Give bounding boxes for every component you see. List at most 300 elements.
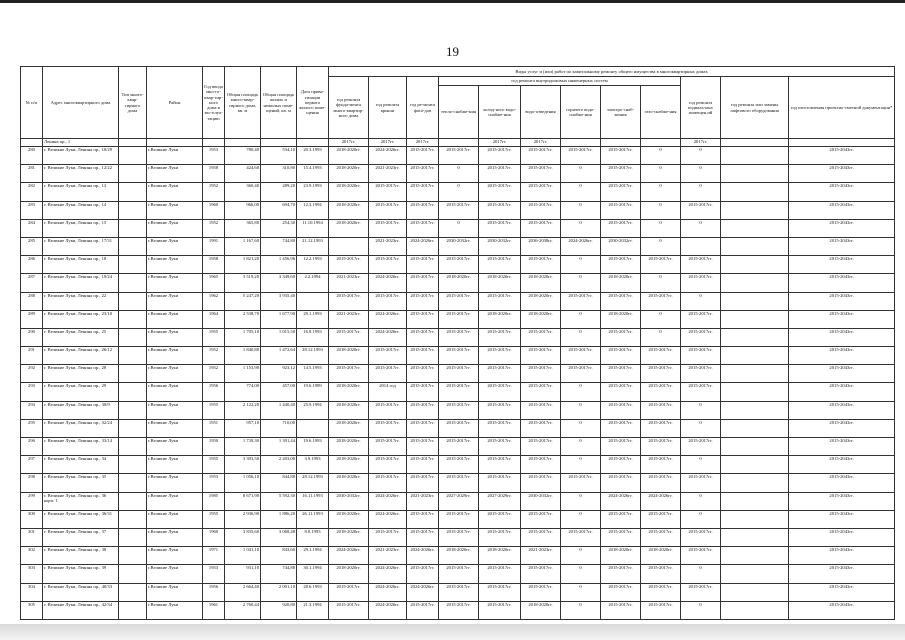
cell-cold-water: 2015-2017гг. <box>479 510 521 528</box>
cell-basement: 2015-2017гг. <box>681 547 721 565</box>
cell-privatization-date: 28.12.1993 <box>297 474 329 492</box>
cell-gas: 2015-2017гг. <box>641 583 681 601</box>
cell-privatization-date: 14.5.1993 <box>297 365 329 383</box>
cell-drainage: 2015-2017гг. <box>521 583 561 601</box>
cell-address: г. Великие Луки, Ленина пр., 40/33 <box>43 583 119 601</box>
header-year: Год ввода мно-го-квар-тир-ного дома в экс-плуа-тацию <box>203 67 225 139</box>
cell-district: г.Великие Луки <box>147 347 203 365</box>
cell-basement: 0 <box>681 565 721 583</box>
cell-drainage: 2015-2017гг. <box>521 401 561 419</box>
cell-design-docs: 2015-2043гг. <box>789 165 895 183</box>
cell-facade: 2024-2026гг. <box>407 547 439 565</box>
cell-drainage: 2018-2020гг. <box>521 292 561 310</box>
cell-drainage: 2015-2017гг. <box>521 328 561 346</box>
cell-basement: 2015-2017гг. <box>681 528 721 546</box>
cell-heating: 0 <box>439 165 479 183</box>
cell-electricity: 2015-2017гг. <box>601 256 641 274</box>
cell-facade: 2015-2017гг. <box>407 365 439 383</box>
cell-address: г. Великие Луки, Ленина пр., 34 <box>43 456 119 474</box>
cell-heating: 2015-2017гг. <box>439 510 479 528</box>
table-row <box>21 219 895 237</box>
cell-design-docs: 2015-2043гг. <box>789 601 895 619</box>
cell-foundation: 2018-2020гг. <box>329 474 369 492</box>
cell-basement: 0 <box>681 456 721 474</box>
cell-electricity: 2024-2026гг. <box>601 492 641 510</box>
cell-address: г. Великие Луки, Ленина пр., 23/10 <box>43 310 119 328</box>
cell-heating: 2015-2017гг. <box>439 310 479 328</box>
cell-year: 1991 <box>203 237 225 255</box>
cell-district: г.Великие Луки <box>147 256 203 274</box>
cell-year: 1950 <box>203 438 225 456</box>
cell-lift <box>721 347 789 365</box>
cell-district: г.Великие Луки <box>147 528 203 546</box>
cell-hot-water: 0 <box>561 183 601 201</box>
cell-cold-water: 2018-2020гг. <box>479 310 521 328</box>
cell-residential-area: 1 677,90 <box>261 310 297 328</box>
header-district: Район <box>147 67 203 139</box>
cell-foundation: 2018-2020гг. <box>329 219 369 237</box>
cell-district: г.Великие Луки <box>147 292 203 310</box>
cell-drainage: 2015-2017гг. <box>521 456 561 474</box>
cell-address: г. Великие Луки, Ленина пр., 15 <box>43 219 119 237</box>
cell-hot-water: 0 <box>561 310 601 328</box>
cell-design-docs: 2015-2043гг. <box>789 383 895 401</box>
cell-electricity: 2015-2017гг. <box>601 510 641 528</box>
cell-address: г. Великие Луки, Ленина пр., 18 <box>43 256 119 274</box>
cell-heating: 0 <box>439 219 479 237</box>
cell-cold-water: 2015-2017гг. <box>479 219 521 237</box>
cell-cold-water: 2015-2017гг. <box>479 474 521 492</box>
cell-hot-water: 2015-2017гг. <box>561 292 601 310</box>
cell-foundation: 2018-2020гг. <box>329 419 369 437</box>
cell-cold-water: 2015-2017гг. <box>479 347 521 365</box>
cell-foundation: 2018-2020гг. <box>329 347 369 365</box>
cell-hot-water: 0 <box>561 510 601 528</box>
header-drainage: водо-отведения <box>521 86 561 139</box>
cell-cold-water: 2018-2020гг. <box>479 274 521 292</box>
cell-residential-area: 310,80 <box>261 165 297 183</box>
cell-lift <box>721 165 789 183</box>
table-row <box>21 237 895 255</box>
cell-address: г. Великие Луки, Ленина пр., 25 <box>43 328 119 346</box>
cell-residential-area: 534,10 <box>261 147 297 165</box>
cell-num: 281 <box>21 165 43 183</box>
cell-residential-area: 920,80 <box>261 601 297 619</box>
cell-type <box>119 547 147 565</box>
cell-total-area: 1 705,10 <box>225 328 261 346</box>
cell-gas: 2015-2017гг. <box>641 347 681 365</box>
table-row <box>21 347 895 365</box>
table-row <box>21 165 895 183</box>
cell-design-docs: 2015-2043гг. <box>789 528 895 546</box>
table-row <box>21 383 895 401</box>
cell-drainage: 2030-2032гг. <box>521 492 561 510</box>
cell-address: г. Великие Луки, Ленина пр., 28 <box>43 365 119 383</box>
cell-heating: 2015-2017гг. <box>439 565 479 583</box>
header-roof: год ремонта крыши <box>369 77 407 139</box>
cell-facade: 2024-2026гг. <box>407 237 439 255</box>
cell-privatization-date: 28.12.1993 <box>297 347 329 365</box>
cell-gas: 2015-2017гг. <box>641 510 681 528</box>
cell-cold-water: 2015-2017гг. <box>479 601 521 619</box>
cell-electricity: 2015-2017гг. <box>601 528 641 546</box>
cell-residential-area: 843,60 <box>261 547 297 565</box>
cell-district: г.Великие Луки <box>147 310 203 328</box>
cell-num: 291 <box>21 347 43 365</box>
cell-type <box>119 328 147 346</box>
cell-cold-water: 2018-2020гг. <box>479 547 521 565</box>
cell-hot-water: 2015-2017гг. <box>561 347 601 365</box>
cell-heating: 2015-2017гг. <box>439 328 479 346</box>
cell-gas: 0 <box>641 201 681 219</box>
cell-hot-water: 0 <box>561 383 601 401</box>
cell-num: 287 <box>21 274 43 292</box>
cell-district: г.Великие Луки <box>147 401 203 419</box>
cell-cold-water: 2015-2017гг. <box>479 565 521 583</box>
cell-drainage: 2015-2017гг. <box>521 256 561 274</box>
table-row <box>21 292 895 310</box>
cell-total-area: 8 671,90 <box>225 492 261 510</box>
cell-year: 1952 <box>203 183 225 201</box>
cell-facade: 2015-2017гг. <box>407 183 439 201</box>
cell-num: 286 <box>21 256 43 274</box>
cell-drainage: 2021-2023гг. <box>521 547 561 565</box>
cell-address: г. Великие Луки, Ленина пр., 35 <box>43 474 119 492</box>
cell-total-area: 966,00 <box>225 201 261 219</box>
cell-roof: 2015-2017гг. <box>369 219 407 237</box>
cell-lift <box>721 237 789 255</box>
cell-residential-area: 5 592,30 <box>261 492 297 510</box>
cell-year: 1960 <box>203 528 225 546</box>
cell-facade: 2015-2017гг. <box>407 310 439 328</box>
cell-residential-area: 3 068,48 <box>261 528 297 546</box>
cell-num: 305 <box>21 601 43 619</box>
cell-cold-water: 2015-2017гг. <box>479 383 521 401</box>
cell-year: 1971 <box>203 547 225 565</box>
cell-drainage: 2015-2017гг. <box>521 528 561 546</box>
cell-roof: 2015-2017гг. <box>369 401 407 419</box>
cell-facade: 2024-2026гг. <box>407 583 439 601</box>
cell-hot-water: 2015-2017гг. <box>561 528 601 546</box>
table-row <box>21 328 895 346</box>
cell-type <box>119 274 147 292</box>
cell-year: 1958 <box>203 256 225 274</box>
cell-foundation <box>329 237 369 255</box>
cell-privatization-date: 23.9.1993 <box>297 183 329 201</box>
cell-lift <box>721 492 789 510</box>
cell-gas: 0 <box>641 328 681 346</box>
cell-district: г.Великие Луки <box>147 383 203 401</box>
cell-drainage: 2015-2017гг. <box>521 201 561 219</box>
cell-privatization-date <box>297 292 329 310</box>
cell-roof: 2024-2026гг. <box>369 492 407 510</box>
cell-facade: 2015-2017гг. <box>407 401 439 419</box>
table-body <box>21 139 895 620</box>
table-row <box>21 601 895 619</box>
cell-lift <box>721 528 789 546</box>
cell-basement: 0 <box>681 165 721 183</box>
cell-total-area: 3 835,60 <box>225 528 261 546</box>
cell-heating: 2027-2029гг. <box>439 492 479 510</box>
cell-heating: 2015-2017гг. <box>439 383 479 401</box>
cell-gas: 2015-2017гг. <box>641 256 681 274</box>
cell-type <box>119 219 147 237</box>
cell-foundation: 2018-2020гг. <box>329 183 369 201</box>
cell-year: 1985 <box>203 492 225 510</box>
cell-facade: 2021-2023гг. <box>407 492 439 510</box>
cell-electricity: 2018-2020гг. <box>601 547 641 565</box>
cell-num: 288 <box>21 292 43 310</box>
cell-type <box>119 583 147 601</box>
table-row <box>21 510 895 528</box>
cell-hot-water: 2024-2026гг. <box>561 237 601 255</box>
cell-electricity: 2015-2017гг. <box>601 401 641 419</box>
cell-design-docs: 2015-2043гг. <box>789 401 895 419</box>
table-header <box>21 67 895 139</box>
cell-num: 284 <box>21 219 43 237</box>
cell-residential-area: 710,00 <box>261 419 297 437</box>
cell-facade: 2017гг. <box>407 139 439 147</box>
cell-lift <box>721 456 789 474</box>
cell-drainage: 2015-2017гг. <box>521 347 561 365</box>
cell-design-docs: 2015-2043гг. <box>789 347 895 365</box>
cell-electricity: 2015-2017гг. <box>601 583 641 601</box>
cell-basement: 0 <box>681 401 721 419</box>
cell-total-area: 3 519,20 <box>225 274 261 292</box>
cell-residential-area: 1 391,44 <box>261 438 297 456</box>
cell-num: 294 <box>21 401 43 419</box>
cell-basement: 2015-2017гг. <box>681 474 721 492</box>
cell-address: г. Великие Луки, Ленина пр., 33/14 <box>43 438 119 456</box>
cell-address: г. Великие Луки, Ленина пр., 17/31 <box>43 237 119 255</box>
cell-type <box>119 310 147 328</box>
cell-district: г.Великие Луки <box>147 219 203 237</box>
cell-design-docs: 2015-2043гг. <box>789 201 895 219</box>
cell-district: г.Великие Луки <box>147 474 203 492</box>
cell-type <box>119 401 147 419</box>
cell-lift <box>721 328 789 346</box>
cell-type <box>119 256 147 274</box>
cell-residential-area: 2 203,00 <box>261 456 297 474</box>
cell-num: 303 <box>21 565 43 583</box>
cell-privatization-date: 21.12.1993 <box>297 237 329 255</box>
table-row <box>21 583 895 601</box>
cell-basement: 0 <box>681 147 721 165</box>
cell-facade: 2015-2017гг. <box>407 165 439 183</box>
cell-lift <box>721 292 789 310</box>
cell-hot-water: 0 <box>561 401 601 419</box>
cell-type <box>119 201 147 219</box>
cell-lift <box>721 547 789 565</box>
cell-drainage: 2015-2017гг. <box>521 510 561 528</box>
cell-cold-water: 2015-2017гг. <box>479 292 521 310</box>
cell-heating: 2030-2032гг. <box>439 237 479 255</box>
cell-design-docs: 2015-2043гг. <box>789 292 895 310</box>
cell-electricity: 2015-2017гг. <box>601 565 641 583</box>
cell-address: г. Великие Луки, Ленина пр., 12/22 <box>43 165 119 183</box>
cell-basement: 2015-2017гг. <box>681 328 721 346</box>
cell-num: 304 <box>21 583 43 601</box>
cell-basement <box>681 237 721 255</box>
cell-design-docs: 2015-2043гг. <box>789 438 895 456</box>
cell-residential-area: 1 886,20 <box>261 510 297 528</box>
cell-foundation: 2018-2020гг. <box>329 528 369 546</box>
cell-gas: 2015-2017гг. <box>641 528 681 546</box>
header-hot-water: горячего водо-снабже-ния <box>561 86 601 139</box>
cell-year: 1955 <box>203 456 225 474</box>
cell-heating: 2015-2017гг. <box>439 583 479 601</box>
cell-roof: 2024-2026гг. <box>369 328 407 346</box>
cell-num: 280 <box>21 147 43 165</box>
cell-roof: 2015-2017гг. <box>369 474 407 492</box>
table-row <box>21 401 895 419</box>
cell-cold-water: 2030-2032гг. <box>479 237 521 255</box>
cell-total-area: 2 664,40 <box>225 583 261 601</box>
cell-gas: 2018-2020гг. <box>641 547 681 565</box>
cell-address: г. Великие Луки, Ленина пр., 29 <box>43 383 119 401</box>
cell-num: 290 <box>21 328 43 346</box>
cell-year: 1952 <box>203 219 225 237</box>
cell-address: г. Великие Луки, Ленина пр., 36/31 <box>43 510 119 528</box>
table-row <box>21 201 895 219</box>
cell-foundation: 2018-2020гг. <box>329 147 369 165</box>
cell-heating: 2015-2017гг. <box>439 347 479 365</box>
header-basement: год ремонта подваль-ных помещен ий <box>681 77 721 139</box>
header-residential-area: Общая площадь жилых и нежилых поме-щений, кв. м <box>261 67 297 139</box>
cell-foundation: 2021-2023гг. <box>329 310 369 328</box>
cell-district: г.Великие Луки <box>147 492 203 510</box>
cell-drainage: 2015-2017гг. <box>521 183 561 201</box>
cell-total-area: 1 821,20 <box>225 256 261 274</box>
cell-foundation: 2018-2020гг. <box>329 165 369 183</box>
cell-lift <box>721 183 789 201</box>
page-number: 19 <box>446 44 459 59</box>
cell-num: 300 <box>21 510 43 528</box>
cell-electricity: 2015-2017гг. <box>601 601 641 619</box>
cell-type <box>119 528 147 546</box>
cell-heating: 2018-2020гг. <box>439 274 479 292</box>
cell-foundation: 2024-2026гг. <box>329 547 369 565</box>
cell-design-docs: 2015-2043гг. <box>789 565 895 583</box>
cell-basement: 0 <box>681 492 721 510</box>
cell-hot-water: 0 <box>561 456 601 474</box>
cell-gas: 2015-2017гг. <box>641 601 681 619</box>
cell-electricity: 2015-2017гг. <box>601 219 641 237</box>
cell-drainage: 2018-2020гг. <box>521 274 561 292</box>
cell-year: 1951 <box>203 419 225 437</box>
cell-type <box>119 565 147 583</box>
cell-heating: 2015-2017гг. <box>439 201 479 219</box>
cell-gas: 2015-2017гг. <box>641 419 681 437</box>
cell-basement: 2017гг. <box>681 139 721 147</box>
cell-residential-area: 1 472,64 <box>261 347 297 365</box>
cell-district: г.Великие Луки <box>147 601 203 619</box>
cell-privatization-date: 29.1.1994 <box>297 547 329 565</box>
cell-electricity: 2030-2032гг. <box>601 237 641 255</box>
cell-residential-area: 3 349,60 <box>261 274 297 292</box>
cell-privatization-date: 8.8.1993 <box>297 528 329 546</box>
cell-electricity: 2015-2017гг. <box>601 347 641 365</box>
cell-address: г. Великие Луки, Ленина пр., 10/29 <box>43 147 119 165</box>
cell-hot-water: 0 <box>561 565 601 583</box>
cell-lift <box>721 419 789 437</box>
cell-lift <box>721 510 789 528</box>
cell-district: г.Великие Луки <box>147 147 203 165</box>
cell-total-area: 774,00 <box>225 383 261 401</box>
cell-lift <box>721 274 789 292</box>
cell-privatization-date: 16.11.1993 <box>297 492 329 510</box>
cell-roof: 2014 год <box>369 383 407 401</box>
cell-address: г. Великие Луки, Ленина пр., 42/34 <box>43 601 119 619</box>
cell-cold-water: 2017гг. <box>479 139 521 147</box>
cell-total-area: 3 393,50 <box>225 456 261 474</box>
cell-type <box>119 147 147 165</box>
cell-facade: 2015-2017гг. <box>407 456 439 474</box>
header-foundation: год ремонта фунда-мента много-квартир-ного дома <box>329 77 369 139</box>
cell-type <box>119 365 147 383</box>
cell-hot-water: 0 <box>561 165 601 183</box>
cell-electricity: 2015-2017гг. <box>601 474 641 492</box>
cell-privatization-date: 16.8.1993 <box>297 328 329 346</box>
cell-address: г. Великие Луки, Ленина пр., 13 <box>43 183 119 201</box>
cell-residential-area: 694,70 <box>261 201 297 219</box>
cell-hot-water: 0 <box>561 583 601 601</box>
header-works-group: Виды услуг и (или) работ по капитальному ремонту общего имущества в многоквартирных домах <box>329 67 895 77</box>
cell-cold-water: 2015-2017гг. <box>479 365 521 383</box>
cell-address: г. Великие Луки, Ленина пр., 19/24 <box>43 274 119 292</box>
cell-privatization-date: 19.6.1989 <box>297 383 329 401</box>
cell-address: г. Великие Луки, Ленина пр., 14 <box>43 201 119 219</box>
cell-address: Ленина пр., 1 <box>43 139 119 147</box>
cell-total-area: 360,40 <box>225 183 261 201</box>
cell-year: 1953 <box>203 474 225 492</box>
cell-year: 1962 <box>203 292 225 310</box>
cell-cold-water: 2015-2017гг. <box>479 401 521 419</box>
cell-cold-water: 2027-2029гг. <box>479 492 521 510</box>
cell-cold-water: 2015-2017гг. <box>479 147 521 165</box>
cell-lift <box>721 438 789 456</box>
cell-foundation: 2015-2017гг. <box>329 601 369 619</box>
cell-foundation: 2018-2020гг. <box>329 401 369 419</box>
table-row <box>21 456 895 474</box>
cell-privatization-date: 19.6.1993 <box>297 438 329 456</box>
cell-address: г. Великие Луки, Ленина пр., 38 <box>43 547 119 565</box>
cell-drainage: 2015-2017гг. <box>521 474 561 492</box>
cell-roof: 2024-2026гг. <box>369 583 407 601</box>
cell-hot-water: 2015-2017гг. <box>561 365 601 383</box>
cell-basement: 2015-2017гг. <box>681 274 721 292</box>
cell-foundation: 2015-2017гг. <box>329 365 369 383</box>
cell-gas: 2015-2017гг. <box>641 438 681 456</box>
cell-num: 289 <box>21 310 43 328</box>
cell-address: г. Великие Луки, Ленина пр., 22 <box>43 292 119 310</box>
header-design-docs: год изготовления проектно-сметной документации* <box>789 77 895 139</box>
cell-gas: 0 <box>641 183 681 201</box>
cell-lift <box>721 601 789 619</box>
scan-top-edge <box>0 0 905 3</box>
cell-gas: 2015-2017гг. <box>641 456 681 474</box>
cell-basement: 0 <box>681 219 721 237</box>
cell-basement: 2015-2017гг. <box>681 310 721 328</box>
cell-lift <box>721 256 789 274</box>
cell-total-area: 5 247,20 <box>225 292 261 310</box>
cell-electricity: 2015-2017гг. <box>601 165 641 183</box>
cell-drainage: 2015-2017гг. <box>521 438 561 456</box>
cell-privatization-date: 21.3.1994 <box>297 601 329 619</box>
cell-year: 1953 <box>203 147 225 165</box>
cell-year: 1952 <box>203 365 225 383</box>
cell-residential-area: 3 935,40 <box>261 292 297 310</box>
